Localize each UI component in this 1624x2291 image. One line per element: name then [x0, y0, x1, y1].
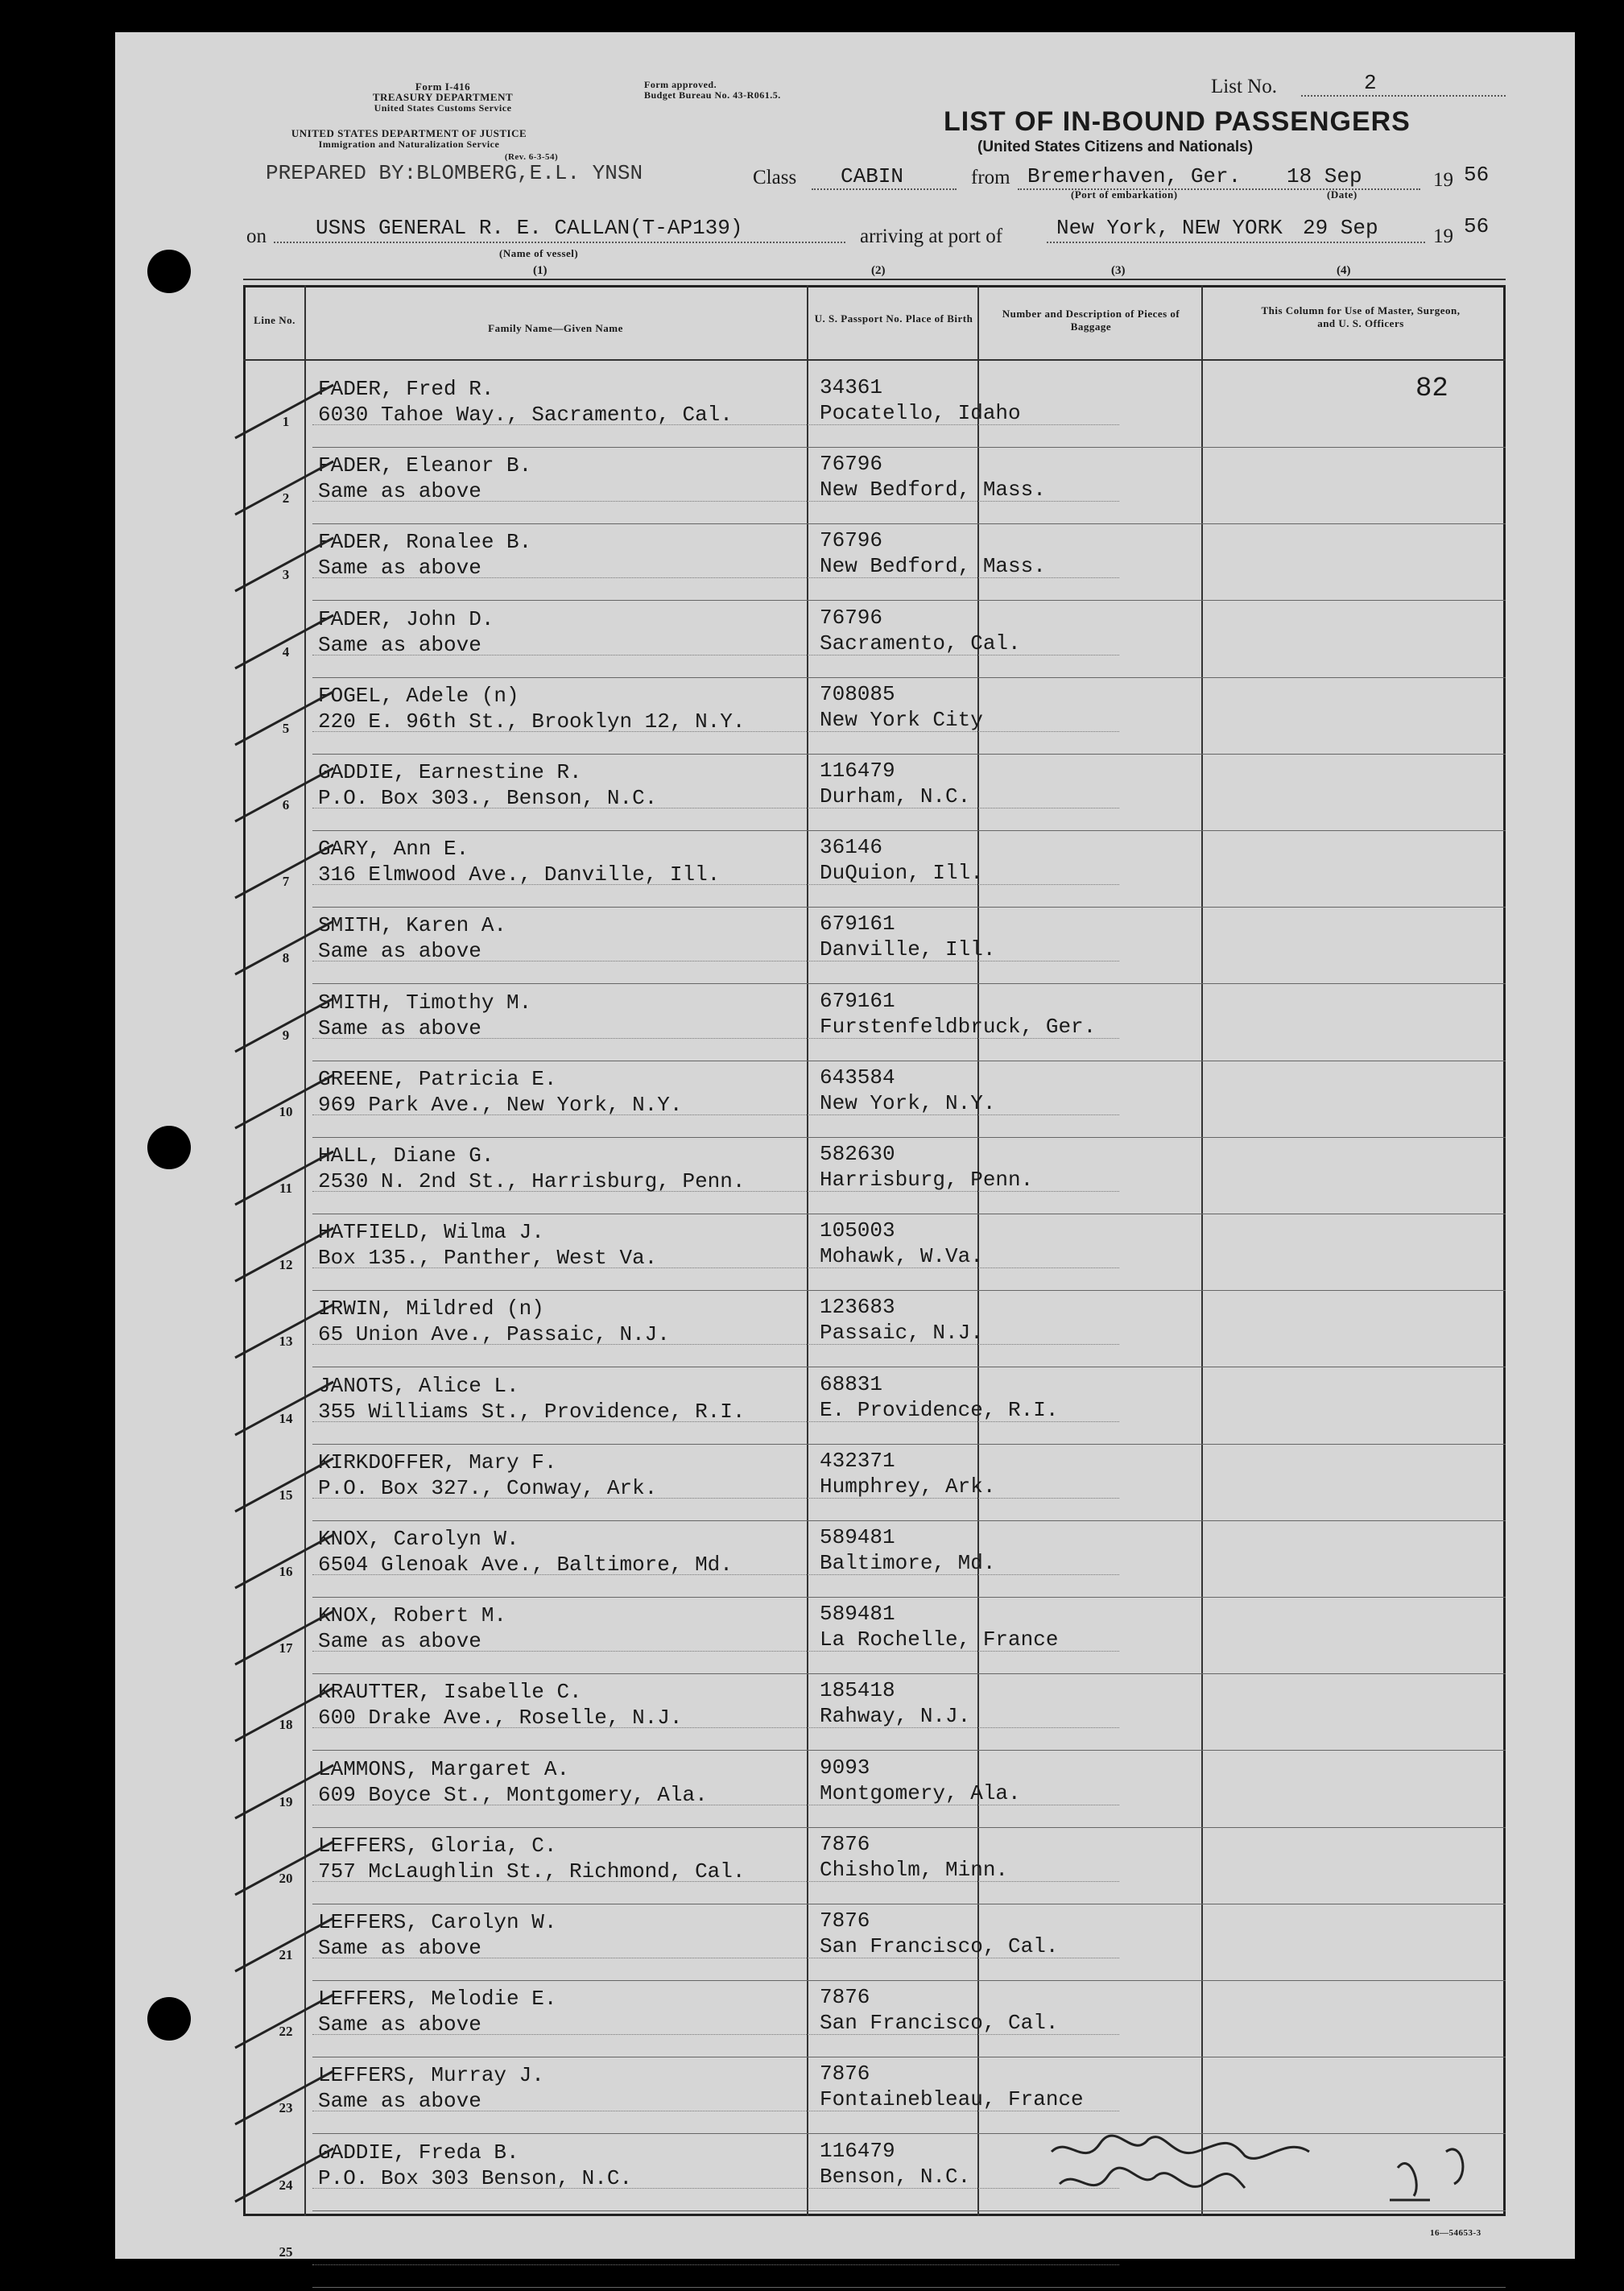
- place-of-birth: Sacramento, Cal.: [820, 631, 1021, 655]
- class-label: Class: [753, 167, 797, 188]
- table-row: [243, 755, 1506, 832]
- col-number-3: (3): [1111, 264, 1126, 277]
- check-mark: [229, 838, 341, 903]
- customs-service: United States Customs Service: [374, 102, 512, 114]
- col-header-passport: U. S. Passport No. Place of Birth: [814, 312, 973, 325]
- passenger-name: GARY, Ann E.: [318, 837, 469, 862]
- col-number-1: (1): [533, 264, 548, 277]
- check-mark: [229, 1069, 341, 1133]
- place-of-birth: Baltimore, Md.: [820, 1551, 996, 1575]
- place-of-birth: Rahway, N.J.: [820, 1704, 971, 1729]
- line-number: 24: [279, 2177, 293, 2193]
- passenger-name: GREENE, Patricia E.: [318, 1066, 557, 1091]
- col-number-2: (2): [871, 264, 886, 277]
- line-number: 22: [279, 2024, 293, 2040]
- passport-number: 589481: [820, 1602, 895, 1627]
- table-row: [243, 602, 1506, 679]
- table-row: [243, 1062, 1506, 1139]
- check-mark: [229, 762, 341, 826]
- place-of-birth: Passaic, N.J.: [820, 1321, 983, 1346]
- table-row: [243, 1829, 1506, 1905]
- row-rule: [312, 830, 1506, 831]
- line-number: 23: [279, 2100, 293, 2116]
- row-rule: [312, 1137, 1506, 1138]
- col-header-officers: This Column for Use of Master, Surgeon, and U. S. Officers: [1261, 304, 1461, 329]
- place-of-birth: Humphrey, Ark.: [820, 1474, 996, 1499]
- check-mark: [229, 455, 341, 519]
- passport-number: 36146: [820, 835, 883, 860]
- check-mark: [229, 1912, 341, 1976]
- passenger-address: 65 Union Ave., Passaic, N.J.: [318, 1322, 670, 1347]
- arrival-line: [1047, 242, 1425, 243]
- check-mark: [229, 1375, 341, 1440]
- table-row: [243, 986, 1506, 1062]
- budget-bureau: Budget Bureau No. 43-R061.5.: [644, 89, 781, 101]
- line-number: 5: [282, 720, 290, 736]
- punch-hole: [147, 250, 191, 293]
- class-value: CABIN: [841, 164, 904, 188]
- table-row: [243, 1215, 1506, 1292]
- from-port: Bremerhaven, Ger.: [1027, 164, 1242, 188]
- passport-number: 7876: [820, 1908, 870, 1933]
- place-of-birth: Montgomery, Ala.: [820, 1780, 1021, 1805]
- row-rule: [312, 523, 1506, 524]
- passenger-name: LEFFERS, Carolyn W.: [318, 1910, 557, 1934]
- table-row: [243, 832, 1506, 908]
- line-number: 7: [282, 874, 290, 890]
- col-number-4: (4): [1337, 264, 1351, 277]
- line-number: 15: [279, 1487, 293, 1503]
- passenger-address: 609 Boyce St., Montgomery, Ala.: [318, 1782, 708, 1807]
- check-mark: [229, 992, 341, 1057]
- passenger-name: SMITH, Timothy M.: [318, 990, 532, 1015]
- line-number: 21: [279, 1947, 293, 1962]
- check-mark: [229, 1145, 341, 1210]
- check-mark: [229, 609, 341, 673]
- table-row: [243, 908, 1506, 985]
- list-no-label: List No.: [1211, 76, 1277, 97]
- table-row: [243, 1675, 1506, 1751]
- check-mark: [229, 1988, 341, 2053]
- table-row: [243, 372, 1506, 449]
- passenger-address: 316 Elmwood Ave., Danville, Ill.: [318, 862, 721, 887]
- place-of-birth: San Francisco, Cal.: [820, 1934, 1059, 1958]
- line-number: 3: [282, 567, 290, 583]
- place-of-birth: E. Providence, R.I.: [820, 1397, 1059, 1422]
- passport-number: 123683: [820, 1295, 895, 1320]
- table-row: [243, 679, 1506, 755]
- check-mark: [229, 1835, 341, 1900]
- passenger-address: Box 135., Panther, West Va.: [318, 1246, 658, 1271]
- year-2: 56: [1464, 214, 1490, 238]
- col-header-name: Family Name—Given Name: [488, 322, 623, 334]
- passenger-address: Same as above: [318, 1936, 481, 1960]
- table-row: [243, 449, 1506, 525]
- passenger-address: Same as above: [318, 939, 481, 964]
- passenger-address: 757 McLaughlin St., Richmond, Cal.: [318, 1859, 746, 1884]
- passenger-address: Same as above: [318, 632, 481, 657]
- table-row: [243, 1292, 1506, 1368]
- passenger-address: 6030 Tahoe Way., Sacramento, Cal.: [318, 403, 733, 427]
- passenger-name: KIRKDOFFER, Mary F.: [318, 1449, 557, 1474]
- table-row: [243, 1752, 1506, 1829]
- port-caption: (Port of embarkation): [1071, 188, 1178, 201]
- punch-hole: [147, 1997, 191, 2041]
- col-header-baggage: Number and Description of Pieces of Baggage: [1002, 308, 1180, 333]
- place-of-birth: New York, N.Y.: [820, 1090, 996, 1115]
- passport-number: 643584: [820, 1065, 895, 1090]
- check-mark: [229, 1759, 341, 1823]
- table-header-rule: [243, 359, 1506, 361]
- passport-number: 589481: [820, 1525, 895, 1549]
- table-row: [243, 1598, 1506, 1675]
- passport-number: 708085: [820, 681, 895, 706]
- passenger-name: HATFIELD, Wilma J.: [318, 1220, 544, 1245]
- signature-scrawl: [1043, 2119, 1494, 2216]
- passenger-address: 6504 Glenoak Ave., Baltimore, Md.: [318, 1553, 733, 1577]
- line-number: 18: [279, 1717, 293, 1733]
- passport-number: 76796: [820, 452, 883, 477]
- line-number: 13: [279, 1334, 293, 1350]
- passenger-address: Same as above: [318, 2089, 481, 2114]
- passport-number: 679161: [820, 912, 895, 937]
- form-approved: Form approved.: [644, 79, 717, 90]
- form-number: Form I-416: [415, 81, 471, 93]
- line-number: 10: [279, 1103, 293, 1119]
- row-rule: [312, 1444, 1506, 1445]
- row-rule: [312, 907, 1506, 908]
- passenger-address: Same as above: [318, 2012, 481, 2037]
- check-mark: [229, 1298, 341, 1363]
- row-rule: [312, 1980, 1506, 1981]
- place-of-birth: New Bedford, Mass.: [820, 554, 1046, 579]
- place-of-birth: Chisholm, Minn.: [820, 1857, 1009, 1882]
- year-prefix-1: 19: [1433, 169, 1453, 191]
- line-number: 20: [279, 1870, 293, 1886]
- check-mark: [229, 378, 341, 443]
- passenger-address: Same as above: [318, 479, 481, 504]
- passenger-name: FADER, John D.: [318, 606, 494, 631]
- row-rule: [312, 1597, 1506, 1598]
- table-row: [243, 1139, 1506, 1215]
- footer-code: 16—54653-3: [1430, 2228, 1481, 2238]
- from-label: from: [971, 167, 1010, 188]
- row-rule: [312, 677, 1506, 678]
- row-rule: [312, 754, 1506, 755]
- line-number: 6: [282, 797, 290, 813]
- year-1: 56: [1464, 163, 1490, 187]
- passenger-address: 969 Park Ave., New York, N.Y.: [318, 1092, 683, 1117]
- year-prefix-2: 19: [1433, 225, 1453, 247]
- passport-number: 116479: [820, 2138, 895, 2163]
- passenger-name: SMITH, Karen A.: [318, 913, 507, 938]
- line-number: 8: [282, 950, 290, 966]
- place-of-birth: New York City: [820, 707, 983, 732]
- passenger-name: KRAUTTER, Isabelle C.: [318, 1680, 582, 1705]
- line-number: 11: [279, 1181, 293, 1196]
- passenger-name: LEFFERS, Gloria, C.: [318, 1833, 557, 1858]
- ins-service: Immigration and Naturalization Service: [318, 139, 500, 150]
- place-of-birth: Benson, N.C.: [820, 2164, 971, 2189]
- place-of-birth: La Rochelle, France: [820, 1627, 1059, 1652]
- passenger-name: FADER, Eleanor B.: [318, 453, 532, 478]
- row-rule: [312, 1673, 1506, 1674]
- place-of-birth: San Francisco, Cal.: [820, 2011, 1059, 2036]
- arrival-date: 29 Sep: [1303, 216, 1378, 240]
- place-of-birth: Pocatello, Idaho: [820, 401, 1021, 425]
- passport-number: 9093: [820, 1755, 870, 1780]
- passport-number: 582630: [820, 1142, 895, 1166]
- header-rule: [243, 279, 1506, 280]
- passenger-address: Same as above: [318, 1629, 481, 1654]
- row-rule: [312, 2287, 1506, 2288]
- officer-note: 82: [1415, 374, 1448, 404]
- place-of-birth: Fontainebleau, France: [820, 2087, 1084, 2112]
- passenger-name: HALL, Diane G.: [318, 1143, 494, 1168]
- place-of-birth: Danville, Ill.: [820, 937, 996, 962]
- from-date: 18 Sep: [1287, 164, 1362, 188]
- vessel-caption: (Name of vessel): [499, 247, 579, 259]
- place-of-birth: Harrisburg, Penn.: [820, 1168, 1034, 1192]
- passport-number: 105003: [820, 1218, 895, 1243]
- line-number: 4: [282, 643, 290, 660]
- on-label: on: [246, 225, 267, 247]
- line-number: 19: [279, 1793, 293, 1809]
- check-mark: [229, 1222, 341, 1286]
- passport-number: 185418: [820, 1678, 895, 1703]
- passenger-name: FOGEL, Adele (n): [318, 683, 519, 708]
- line-number: 9: [282, 1027, 290, 1043]
- row-rule: [312, 447, 1506, 448]
- check-mark: [229, 915, 341, 979]
- table-row: [243, 1369, 1506, 1445]
- passenger-name: FADER, Ronalee B.: [318, 530, 532, 555]
- passenger-name: FADER, Fred R.: [318, 377, 494, 401]
- passport-number: 76796: [820, 605, 883, 630]
- passport-number: 7876: [820, 1831, 870, 1856]
- row-rule: [312, 600, 1506, 601]
- passenger-name: KNOX, Robert M.: [318, 1603, 507, 1628]
- check-mark: [229, 1528, 341, 1593]
- line-number: 14: [279, 1410, 293, 1426]
- check-mark: [229, 531, 341, 596]
- line-number: 2: [282, 490, 290, 507]
- row-rule: [312, 983, 1506, 984]
- place-of-birth: DuQuion, Ill.: [820, 861, 983, 886]
- passenger-name: LAMMONS, Margaret A.: [318, 1756, 570, 1781]
- passenger-address: P.O. Box 303., Benson, N.C.: [318, 786, 658, 810]
- passport-number: 432371: [820, 1448, 895, 1473]
- check-mark: [229, 685, 341, 750]
- list-no-value: 2: [1364, 71, 1377, 95]
- passport-number: 68831: [820, 1371, 883, 1396]
- check-mark: [229, 1681, 341, 1746]
- passenger-name: IRWIN, Mildred (n): [318, 1296, 544, 1321]
- passport-number: 7876: [820, 1985, 870, 2010]
- form-revision: (Rev. 6-3-54): [504, 152, 559, 162]
- table-row: [243, 1905, 1506, 1982]
- passenger-name: JANOTS, Alice L.: [318, 1373, 519, 1398]
- row-dotted-rule: [312, 2264, 1119, 2265]
- passenger-address: Same as above: [318, 556, 481, 581]
- passport-number: 679161: [820, 988, 895, 1013]
- passenger-name: LEFFERS, Melodie E.: [318, 1987, 557, 2012]
- check-mark: [229, 2142, 341, 2206]
- line-number: 16: [279, 1564, 293, 1579]
- row-rule: [312, 1750, 1506, 1751]
- passenger-address: P.O. Box 327., Conway, Ark.: [318, 1475, 658, 1500]
- passenger-address: Same as above: [318, 1015, 481, 1040]
- passenger-address: 600 Drake Ave., Roselle, N.J.: [318, 1706, 683, 1731]
- passport-number: 76796: [820, 528, 883, 553]
- place-of-birth: Furstenfeldbruck, Ger.: [820, 1014, 1097, 1039]
- date-caption: (Date): [1327, 188, 1357, 201]
- vessel-name: USNS GENERAL R. E. CALLAN(T-AP139): [316, 216, 743, 240]
- passenger-address: 2530 N. 2nd St., Harrisburg, Penn.: [318, 1169, 746, 1193]
- line-number: 12: [279, 1257, 293, 1273]
- check-mark: [229, 1605, 341, 1669]
- arrival-port: New York, NEW YORK: [1056, 216, 1283, 240]
- place-of-birth: Mohawk, W.Va.: [820, 1244, 983, 1269]
- check-mark: [229, 2065, 341, 2129]
- passport-number: 7876: [820, 2061, 870, 2086]
- punch-hole: [147, 1126, 191, 1169]
- passenger-name: GADDIE, Freda B.: [318, 2140, 519, 2165]
- line-number: 25: [279, 2243, 293, 2260]
- place-of-birth: New Bedford, Mass.: [820, 478, 1046, 502]
- page-title: LIST OF IN-BOUND PASSENGERS: [944, 106, 1411, 137]
- col-header-line: Line No.: [254, 314, 295, 326]
- line-number: 17: [279, 1640, 293, 1656]
- arriving-label: arriving at port of: [860, 225, 1003, 247]
- passenger-address: 355 Williams St., Providence, R.I.: [318, 1399, 746, 1424]
- prepared-by: PREPARED BY:BLOMBERG,E.L. YNSN: [266, 161, 643, 185]
- row-rule: [312, 1827, 1506, 1828]
- table-row: [243, 1522, 1506, 1598]
- check-mark: [229, 1452, 341, 1516]
- passport-number: 34361: [820, 375, 883, 399]
- passenger-address: 220 E. 96th St., Brooklyn 12, N.Y.: [318, 709, 746, 734]
- passport-number: 116479: [820, 759, 895, 783]
- class-line: [812, 188, 957, 190]
- line-number: 1: [282, 414, 290, 429]
- treasury-dept: TREASURY DEPARTMENT: [372, 91, 514, 103]
- passenger-name: KNOX, Carolyn W.: [318, 1527, 519, 1551]
- justice-dept: UNITED STATES DEPARTMENT OF JUSTICE: [291, 127, 527, 139]
- row-rule: [312, 1520, 1506, 1521]
- page-subtitle: (United States Citizens and Nationals): [977, 139, 1254, 155]
- table-row: [243, 1982, 1506, 2058]
- passenger-name: LEFFERS, Murray J.: [318, 2063, 544, 2088]
- list-no-line: [1301, 95, 1506, 97]
- table-row: [243, 2212, 1506, 2289]
- passenger-name: GADDIE, Earnestine R.: [318, 760, 582, 784]
- row-rule: [312, 1290, 1506, 1291]
- passenger-address: P.O. Box 303 Benson, N.C.: [318, 2165, 633, 2190]
- table-row: [243, 525, 1506, 602]
- place-of-birth: Durham, N.C.: [820, 784, 971, 808]
- table-row: [243, 1445, 1506, 1522]
- vessel-line: [274, 242, 845, 243]
